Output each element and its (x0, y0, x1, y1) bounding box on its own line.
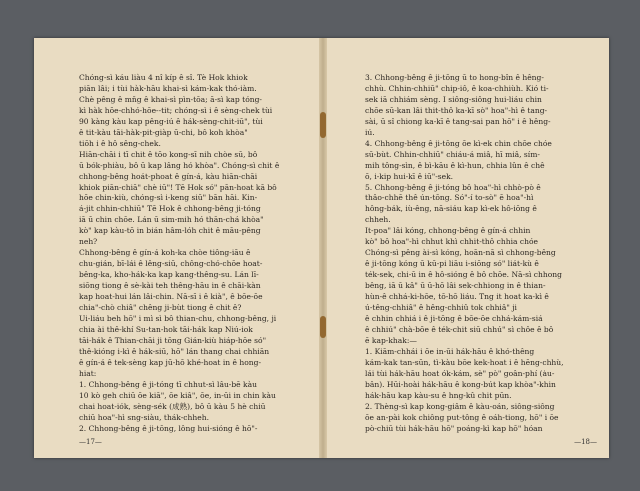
text-line: hiat: (79, 368, 97, 378)
text-line: bân). Hūi-hoài hák-hāu ê kong-bút kap khòa"-khin (365, 379, 556, 389)
text-line: ē kap-khak:— (365, 335, 417, 345)
text-line: kò" bô hoa"-hì chhut khì chhit-thô chhia chóe (365, 237, 538, 247)
text-line: Chhong-bêng ê gín-á koh-ka chòe tiông-iāu ê (79, 248, 251, 258)
text-line: 3. Chhong-bêng ê ji-tōng ū to hong-bîn ê hêng- (365, 73, 544, 82)
text-line: chhong-bêng hoát-phoat ê gín-á, kàu hiān-chāi (79, 171, 258, 181)
text-line: ê gín-á ê tek-sèng kap jū-hō khé-hoat in ê hong- (79, 357, 262, 367)
text-line: tāi-hák ê Thian-chāi ji tōng Gián-kiù hiáp-hōe só" (79, 335, 267, 345)
text-line: Chè pêng ê mn̄g ê khai-sì pìn-tōa; ā-sì kap tóng- (79, 94, 262, 104)
text-line: Chóng-sì káu liàu 4 nî kíp ê sî. Tè Hok khiok (79, 73, 248, 82)
text-line: sek iā chhiám sèng. I siông-siông hui-liáu chin (365, 94, 542, 104)
text-line: kò" kap kàu-tō in bián hâm-lóh chit ê māu-pêng (79, 226, 261, 236)
text-line: 90 kàng kàu kap pêng-iú ê hák-sèng-chit-iū", tùi (79, 116, 263, 126)
text-line: ōe an-pài kok chiông put-tông ê oáh-tiong, hō" i ōe (365, 412, 559, 422)
text-line: kì hàk hōe-chhó-hōe--tit; chóng-sì i ê sèng-chek tùi (79, 105, 273, 115)
text-line: thê-kióng i-kì ê hák-siū, hō" lán thang chai chhiān (79, 346, 270, 356)
text-line: Hiān-chāi i tī chit ê tōo kong-sī nih chòe sū, bô (79, 149, 258, 159)
binding-stains (319, 38, 327, 458)
text-line: piān lâi; i tùi hàk-hāu khai-sì kám-kak thó-iàm. (79, 83, 257, 93)
book-spread (34, 38, 609, 458)
text-line: chheh. (365, 215, 391, 225)
text-line: hùn-ê chhá-ki-hōe, tō-hō liáu. Tng it hoat ka-kì ê (365, 292, 549, 302)
text-line: chōe sū-kan lâi thit-thô ka-kī sò" hoa"-hì ê tang- (365, 105, 548, 115)
text-line: ū bók-phiàu, bô ū kap lâng hó khòa". Chóng-sì chit ê (79, 160, 280, 170)
text-line: lái tùi hák-hāu hoat ók-kám, sè" pò" goân-phí (ȧu- (365, 368, 555, 378)
text-line: ō, i-kip hui-kī ê iū"-sek. (365, 171, 454, 181)
right-page-text (365, 73, 597, 433)
text-line: hák-hāu kap kàu-su ê hng-kû chit pūn. (365, 390, 512, 400)
text-line: 4. Chhong-bêng ê ji-tōng ōe kì-ek chin chōe chóe (365, 138, 552, 148)
text-line: siōng tiong ê sè-kài teh thêng-hāu in ê chāi-kàn (79, 281, 261, 291)
text-line: kap hoat-hui lán lâi-chin. Nā-sī i ê kià", ê bōe-ōe (79, 292, 263, 302)
left-page (34, 38, 319, 458)
text-line: Chóng-sì pêng ài-sì kóng, hoān-nā sì chhong-bêng (365, 248, 556, 258)
right-page (327, 38, 609, 458)
text-line: ê chhin chhiá i ê ji-tōng ê bōe-ōe chhá-kám-siá (365, 313, 543, 323)
text-line: sài, ū sî chiong ka-kī ê tang-sai pan hō" i ê hêng- (365, 116, 551, 126)
text-line: chia ài thê-khí Su-tan-hok tāi-hák kap Niú-iok (79, 324, 253, 334)
text-line: hōe chin-kiù, chóng-sì i-keng siū" bān hāi. Kin- (79, 193, 258, 203)
text-line: 1. Kiām-chhái i ōe in-ūi hák-hāu ê khó-thêng (365, 346, 535, 356)
page-number-left: —17— (79, 438, 102, 446)
text-line: bêng, iā ū kâ" ū ū-hō lâi sek-chhiong in ê thian- (365, 281, 546, 291)
text-line: khiok piān-chiā" chè iū"! Tē Hok só" pān-hoat kā bô (79, 182, 277, 192)
text-line: tiōh i ê hô sêng-chek. (79, 138, 161, 148)
text-line: á-jit chhin-chhiū" Tē Hok ê chhong-bêng ji-tóng (79, 204, 261, 214)
text-line: 5. Chhong-bêng ê ji-tóng bô hoa"-hì chhò-pò ê (365, 182, 541, 192)
text-line: 2. Chhong-bêng ê ji-tōng, lông hui-sióng ê hō"- (79, 423, 258, 433)
text-line: ê tit-kàu tāi-hàk-pit-giàp ū-chi, bô koh khòa" (79, 127, 248, 137)
text-line: bêng-ka, kho-hák-ka kap kang-thêng-su. Lán lī- (79, 270, 259, 280)
text-line: 2. Thèng-sì kap kong-giâm ê kàu-oán, siông-siông (365, 401, 555, 411)
left-page-text (79, 73, 309, 433)
text-line: mih tông-sìn, ê bì-kāu ê kì-hun, chhia lûn ê chê (365, 160, 545, 170)
text-line: pò-chiū tùi hák-hāu hō" poáng-kì kap hō" hóan (365, 423, 543, 433)
text-line: It-poa" lâi kóng, chhong-bêng ê gín-á chhin (365, 226, 531, 236)
text-line: kám-kak tan-sūn, tì-kàu bōe kek-hoat i ê hēng-chhù, (365, 357, 564, 367)
text-line: hông-bák, iù-êng, nā-siáu kap kì-ek hô-iōng ê (365, 204, 537, 214)
text-line: Ui-liáu beh hō" i mì sì bô thian-chu, chhong-bêng, ji (79, 313, 277, 323)
text-line: chiū hoa"-hì sng-siàu, thák-chheh. (79, 412, 209, 422)
text-line: neh? (79, 237, 98, 247)
text-line: ú-têng-chhiâ" ê hêng-chhiû tok chhiâ" ji (365, 303, 517, 313)
text-line: chu-gián, bī-lái ê lêng-siū, chông-chó-chōe hoat- (79, 259, 263, 269)
text-line: 1. Chhong-bêng ê ji-tóng tī chhut-sì lâu-bē kàu (79, 379, 257, 389)
text-line: ê ji-tōng kóng ū kū-pi liāu i-siōng só" liát-kù ê (365, 259, 539, 269)
text-line: chia"-chò chiâ" chêng ji-bùt tiong ê chit ê? (79, 303, 242, 313)
text-line: ê chhiú" chà-bōe ê ték-chit siū chhú" sì chôe ê bô (365, 324, 554, 334)
page-number-right: —18— (574, 438, 597, 446)
text-line: ték-sek, chi-ū in ê hô-sióng ê bô chōe. Nā-sì chhong (365, 270, 562, 280)
text-line: chhù. Chhin-chhiū" chip-iô, ê koa-chhiùh. Kió ti- (365, 83, 549, 93)
text-line: chai hoat-iók, sèng-sék (成熟), bô ū kàu 5 hè chiū (79, 401, 266, 411)
text-line: thâo-chhē thê ún-tōng. Só"-í to-sò" ē hoa"-hì (365, 193, 534, 203)
text-line: iú. (365, 127, 375, 137)
staple-stain-bottom (320, 316, 326, 338)
staple-stain-top (320, 112, 326, 138)
text-line: iā ū chin chōe. Lán ū sim-mih hó thān-chá khòa" (79, 215, 264, 225)
text-line: 10 kò geh chiū ōe kiā", ōe kiâ", ōe, in-ūi in chin kàu (79, 390, 276, 400)
text-line: sū-bùt. Chhin-chhiū" chiáu-á miâ, hī miâ, sím- (365, 149, 540, 159)
